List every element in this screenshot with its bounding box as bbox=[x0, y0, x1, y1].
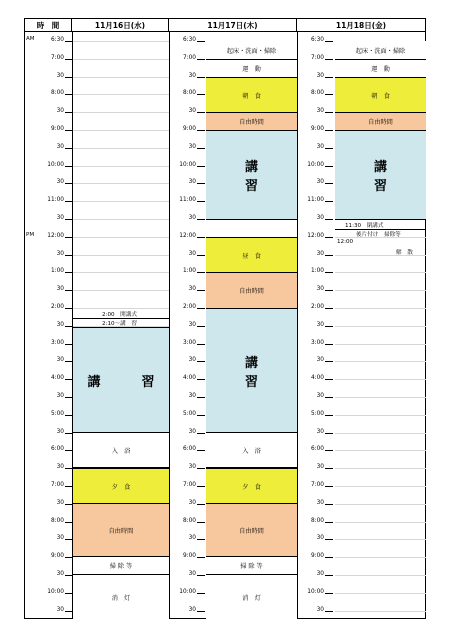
time-label: 10:00 bbox=[47, 162, 64, 168]
time-tick bbox=[325, 237, 333, 238]
row-gridline bbox=[73, 112, 169, 113]
time-tick bbox=[197, 397, 205, 398]
time-tick bbox=[65, 344, 72, 345]
row-gridline bbox=[73, 308, 169, 309]
cleaning-block-16 bbox=[73, 557, 169, 575]
time-label: 30 bbox=[56, 73, 64, 79]
time-label: 4:00 bbox=[50, 375, 64, 381]
row-gridline bbox=[335, 468, 426, 469]
lecture-label: 講 習 bbox=[244, 355, 300, 390]
time-tick bbox=[197, 77, 205, 78]
time-tick bbox=[197, 522, 205, 523]
time-tick bbox=[325, 308, 333, 309]
time-label: 4:00 bbox=[310, 375, 324, 381]
time-label: 30 bbox=[56, 108, 64, 114]
time-tick bbox=[65, 94, 72, 95]
row-gridline bbox=[335, 593, 426, 594]
free-time-morning-17 bbox=[206, 113, 297, 131]
time-label: 30 bbox=[316, 464, 324, 470]
time-tick bbox=[197, 308, 205, 309]
time-tick bbox=[197, 112, 205, 113]
row-gridline bbox=[73, 77, 169, 78]
time-label: 8:00 bbox=[50, 90, 64, 96]
row-gridline bbox=[335, 290, 426, 291]
time-tick bbox=[325, 539, 333, 540]
time-tick bbox=[197, 41, 205, 42]
time-tick bbox=[197, 611, 205, 612]
pm-label: PM bbox=[26, 232, 35, 238]
time-tick bbox=[65, 326, 72, 327]
time-tick bbox=[65, 201, 72, 202]
time-label: 11:00 bbox=[179, 197, 196, 203]
free-time-noon-17 bbox=[206, 273, 297, 309]
time-label: 30 bbox=[188, 144, 196, 150]
lecture-pm-block-17 bbox=[206, 309, 300, 433]
breakfast-block-18 bbox=[335, 77, 426, 113]
dismissal-18: 解 散 bbox=[396, 250, 413, 256]
time-label: 3:00 bbox=[182, 340, 196, 346]
time-label: 30 bbox=[316, 108, 324, 114]
time-tick bbox=[325, 415, 333, 416]
time-label: 5:00 bbox=[182, 411, 196, 417]
time-label: 30 bbox=[56, 429, 64, 435]
lecture-label: 講 習 bbox=[87, 374, 169, 390]
time-label: 30 bbox=[316, 357, 324, 363]
time-label: 30 bbox=[188, 607, 196, 613]
time-label: 7:00 bbox=[310, 55, 324, 61]
time-label: 10:00 bbox=[179, 162, 196, 168]
time-tick bbox=[325, 201, 333, 202]
time-label: 30 bbox=[188, 500, 196, 506]
time-label: 30 bbox=[316, 286, 324, 292]
row-gridline bbox=[335, 539, 426, 540]
time-tick bbox=[325, 41, 333, 42]
time-tick bbox=[65, 255, 72, 256]
time-label: 30 bbox=[56, 607, 64, 613]
time-label: 30 bbox=[56, 393, 64, 399]
time-tick bbox=[65, 308, 72, 309]
time-tick bbox=[197, 326, 205, 327]
time-label: 30 bbox=[188, 357, 196, 363]
row-gridline bbox=[335, 326, 426, 327]
time-tick bbox=[325, 148, 333, 149]
lecture-block-16 bbox=[73, 327, 169, 433]
time-tick bbox=[65, 557, 72, 558]
tidy-up-18: 後片付け 掃除等 bbox=[356, 232, 401, 238]
time-label: 30 bbox=[188, 429, 196, 435]
time-tick bbox=[197, 344, 205, 345]
time-tick bbox=[197, 183, 205, 184]
time-tick bbox=[65, 486, 72, 487]
time-tick bbox=[325, 504, 333, 505]
time-label: 30 bbox=[56, 500, 64, 506]
time-label: 30 bbox=[56, 535, 64, 541]
time-label: 30 bbox=[56, 571, 64, 577]
row-gridline bbox=[73, 94, 169, 95]
time-label: 30 bbox=[56, 286, 64, 292]
time-label: 30 bbox=[316, 251, 324, 257]
row-gridline bbox=[335, 272, 426, 273]
time-tick bbox=[197, 59, 205, 60]
day-header-16 bbox=[72, 18, 169, 32]
time-label: 10:00 bbox=[47, 589, 64, 595]
row-gridline bbox=[73, 255, 169, 256]
lecture-label: 講 習 bbox=[244, 160, 300, 194]
time-tick bbox=[197, 593, 205, 594]
time-tick bbox=[65, 450, 72, 451]
time-label: 30 bbox=[188, 535, 196, 541]
time-tick bbox=[65, 415, 72, 416]
time-tick bbox=[197, 557, 205, 558]
time-tick bbox=[325, 59, 333, 60]
row-gridline bbox=[73, 130, 169, 131]
row-gridline bbox=[335, 504, 426, 505]
time-tick bbox=[65, 112, 72, 113]
time-tick bbox=[197, 575, 205, 576]
time-label: 30 bbox=[316, 144, 324, 150]
day-header-label: 11月17日(木) bbox=[207, 21, 258, 30]
time-tick bbox=[197, 201, 205, 202]
lecture-am-block-17 bbox=[206, 131, 300, 220]
time-label: 30 bbox=[188, 215, 196, 221]
breakfast-label: 朝 食 bbox=[242, 92, 261, 100]
time-label: 30 bbox=[316, 73, 324, 79]
time-tick bbox=[197, 361, 205, 362]
time-tick bbox=[197, 148, 205, 149]
time-label: 30 bbox=[188, 571, 196, 577]
time-tick bbox=[197, 379, 205, 380]
time-tick bbox=[65, 593, 72, 594]
free-time-label: 自由時間 bbox=[108, 527, 134, 535]
time-column-header bbox=[24, 18, 72, 32]
time-tick bbox=[65, 148, 72, 149]
time-label: 7:00 bbox=[50, 55, 64, 61]
time-label: 10:00 bbox=[307, 589, 324, 595]
time-label: 8:00 bbox=[310, 90, 324, 96]
time-label: 7:00 bbox=[182, 482, 196, 488]
time-label: 9:00 bbox=[50, 553, 64, 559]
time-tick bbox=[65, 361, 72, 362]
time-tick bbox=[325, 183, 333, 184]
time-tick bbox=[325, 522, 333, 523]
free-time-morning-18 bbox=[335, 113, 426, 131]
row-gridline bbox=[335, 397, 426, 398]
lights-out-label: 消 灯 bbox=[111, 594, 131, 602]
row-gridline bbox=[335, 344, 426, 345]
time-label: 30 bbox=[56, 215, 64, 221]
time-tick bbox=[197, 130, 205, 131]
time-label: 9:00 bbox=[310, 126, 324, 132]
row-gridline bbox=[73, 272, 169, 273]
time-tick bbox=[197, 415, 205, 416]
time-tick bbox=[65, 379, 72, 380]
row-gridline bbox=[335, 379, 426, 380]
exercise-block-17 bbox=[206, 59, 297, 77]
row-gridline bbox=[73, 59, 169, 60]
day-header-17 bbox=[169, 18, 297, 32]
time-tick bbox=[65, 290, 72, 291]
time-label: 3:00 bbox=[50, 340, 64, 346]
time-tick bbox=[65, 468, 72, 469]
time-label: 2:00 bbox=[310, 304, 324, 310]
time-label: 30 bbox=[188, 251, 196, 257]
row-gridline bbox=[335, 415, 426, 416]
time-label: 8:00 bbox=[310, 518, 324, 524]
row-gridline bbox=[335, 486, 426, 487]
time-label: 30 bbox=[188, 322, 196, 328]
time-tick bbox=[325, 593, 333, 594]
time-tick bbox=[65, 77, 72, 78]
time-tick bbox=[197, 468, 205, 469]
time-tick bbox=[325, 255, 333, 256]
time-tick bbox=[197, 450, 205, 451]
noon-label-18: 12:00 bbox=[337, 239, 354, 245]
time-tick bbox=[65, 433, 72, 434]
time-tick bbox=[65, 237, 72, 238]
wakeup-block-18 bbox=[335, 41, 426, 59]
bath-label: 入 浴 bbox=[111, 447, 131, 455]
breakfast-block-17 bbox=[206, 77, 297, 113]
time-label: 9:00 bbox=[182, 553, 196, 559]
bath-label: 入 浴 bbox=[242, 447, 261, 455]
time-label: 6:30 bbox=[310, 37, 324, 43]
free-time-label: 自由時間 bbox=[239, 119, 264, 126]
time-label: 30 bbox=[316, 571, 324, 577]
time-tick bbox=[325, 219, 333, 220]
time-tick bbox=[325, 433, 333, 434]
lecture-label: 講 習 bbox=[373, 160, 429, 194]
time-label: 10:00 bbox=[307, 162, 324, 168]
lights-out-label: 消 灯 bbox=[242, 594, 261, 602]
cleaning-label: 掃 除 等 bbox=[109, 563, 133, 570]
time-tick bbox=[325, 166, 333, 167]
time-label: 12:00 bbox=[179, 233, 196, 239]
row-gridline bbox=[335, 557, 426, 558]
time-tick bbox=[325, 326, 333, 327]
time-tick bbox=[325, 94, 333, 95]
lecture-block-18 bbox=[335, 131, 429, 220]
lights-out-block-17 bbox=[206, 575, 297, 619]
time-tick bbox=[325, 575, 333, 576]
time-label: 9:00 bbox=[50, 126, 64, 132]
day-header-label: 11月18日(金) bbox=[335, 21, 387, 30]
time-tick bbox=[65, 522, 72, 523]
time-tick bbox=[65, 539, 72, 540]
row-gridline bbox=[335, 575, 426, 576]
time-label: 30 bbox=[188, 393, 196, 399]
exercise-label: 運 動 bbox=[242, 66, 261, 73]
time-header-label: 時 間 bbox=[36, 21, 60, 30]
time-tick bbox=[197, 290, 205, 291]
free-time-block-16 bbox=[73, 504, 169, 557]
time-label: 30 bbox=[188, 108, 196, 114]
time-tick bbox=[65, 41, 72, 42]
row-gridline bbox=[73, 166, 169, 167]
time-tick bbox=[65, 575, 72, 576]
lunch-label: 昼 食 bbox=[242, 252, 261, 260]
row-gridline bbox=[73, 290, 169, 291]
free-time-label: 自由時間 bbox=[368, 119, 393, 126]
row-gridline bbox=[335, 450, 426, 451]
time-label: 30 bbox=[316, 215, 324, 221]
time-label: 30 bbox=[188, 464, 196, 470]
time-tick bbox=[65, 183, 72, 184]
time-label: 7:00 bbox=[182, 55, 196, 61]
time-label: 12:00 bbox=[307, 233, 324, 239]
time-label: 30 bbox=[188, 179, 196, 185]
time-label: 9:00 bbox=[182, 126, 196, 132]
time-label: 2:00 bbox=[182, 304, 196, 310]
time-tick bbox=[325, 486, 333, 487]
time-label: 30 bbox=[56, 179, 64, 185]
time-label: 30 bbox=[56, 357, 64, 363]
time-tick bbox=[325, 290, 333, 291]
dinner-label: 夕 食 bbox=[242, 483, 261, 491]
bath-block-16 bbox=[73, 433, 169, 468]
row-gridline bbox=[335, 308, 426, 309]
time-tick bbox=[65, 59, 72, 60]
row-gridline bbox=[73, 183, 169, 184]
time-tick bbox=[197, 237, 205, 238]
time-label: 8:00 bbox=[182, 518, 196, 524]
time-tick bbox=[65, 504, 72, 505]
time-tick bbox=[325, 344, 333, 345]
time-tick bbox=[65, 166, 72, 167]
time-label: 2:00 bbox=[50, 304, 64, 310]
time-tick bbox=[65, 611, 72, 612]
time-label: 30 bbox=[316, 322, 324, 328]
row-gridline bbox=[335, 611, 426, 612]
time-label: 30 bbox=[316, 535, 324, 541]
wakeup-label: 起床・洗面・掃除 bbox=[226, 47, 277, 55]
time-tick bbox=[197, 504, 205, 505]
cleaning-block-17 bbox=[206, 557, 297, 575]
time-tick bbox=[197, 255, 205, 256]
time-tick bbox=[197, 219, 205, 220]
lecture-start-16: 2:10～講 習 bbox=[102, 321, 137, 327]
time-tick bbox=[65, 272, 72, 273]
free-time-label: 自由時間 bbox=[239, 288, 264, 295]
time-tick bbox=[325, 130, 333, 131]
time-label: 30 bbox=[56, 322, 64, 328]
time-label: 11:00 bbox=[307, 197, 324, 203]
time-label: 12:00 bbox=[47, 233, 64, 239]
time-tick bbox=[197, 539, 205, 540]
time-label: 9:00 bbox=[310, 553, 324, 559]
time-label: 30 bbox=[316, 393, 324, 399]
time-label: 6:00 bbox=[50, 446, 64, 452]
time-label: 8:00 bbox=[50, 518, 64, 524]
free-time-evening-17 bbox=[206, 504, 297, 557]
time-label: 6:00 bbox=[310, 446, 324, 452]
time-tick bbox=[325, 379, 333, 380]
time-label: 6:00 bbox=[182, 446, 196, 452]
time-tick bbox=[325, 272, 333, 273]
row-gridline bbox=[73, 148, 169, 149]
dinner-block-17 bbox=[206, 468, 297, 504]
lights-out-block-16 bbox=[73, 575, 169, 619]
time-tick bbox=[65, 219, 72, 220]
time-label: 30 bbox=[316, 500, 324, 506]
bath-block-17 bbox=[206, 433, 297, 468]
time-label: 5:00 bbox=[310, 411, 324, 417]
time-tick bbox=[197, 433, 205, 434]
time-tick bbox=[325, 397, 333, 398]
time-tick bbox=[325, 112, 333, 113]
time-label: 11:00 bbox=[47, 197, 64, 203]
time-label: 6:30 bbox=[50, 37, 64, 43]
time-label: 30 bbox=[56, 251, 64, 257]
time-tick bbox=[325, 611, 333, 612]
row-gridline bbox=[335, 361, 426, 362]
row-gridline bbox=[73, 201, 169, 202]
time-label: 30 bbox=[316, 179, 324, 185]
time-label: 30 bbox=[56, 464, 64, 470]
time-label: 30 bbox=[316, 429, 324, 435]
row-gridline bbox=[335, 433, 426, 434]
exercise-label: 運 動 bbox=[371, 66, 390, 73]
time-label: 30 bbox=[56, 144, 64, 150]
time-label: 4:00 bbox=[182, 375, 196, 381]
time-label: 30 bbox=[316, 607, 324, 613]
am-label: AM bbox=[26, 36, 35, 42]
wakeup-label: 起床・洗面・掃除 bbox=[355, 47, 406, 55]
dinner-block-16 bbox=[73, 468, 169, 504]
time-tick bbox=[325, 361, 333, 362]
lunch-block-17 bbox=[206, 237, 297, 273]
time-label: 8:00 bbox=[182, 90, 196, 96]
day-header-18 bbox=[297, 18, 426, 32]
time-label: 30 bbox=[188, 73, 196, 79]
time-tick bbox=[325, 77, 333, 78]
time-tick bbox=[197, 166, 205, 167]
free-time-label: 自由時間 bbox=[239, 527, 264, 535]
time-label: 30 bbox=[188, 286, 196, 292]
time-label: 5:00 bbox=[50, 411, 64, 417]
time-label: 3:00 bbox=[310, 340, 324, 346]
time-label: 7:00 bbox=[310, 482, 324, 488]
time-label: 10:00 bbox=[179, 589, 196, 595]
time-label: 1:00 bbox=[182, 268, 196, 274]
time-tick bbox=[325, 468, 333, 469]
time-tick bbox=[65, 397, 72, 398]
time-tick bbox=[325, 557, 333, 558]
time-tick bbox=[65, 130, 72, 131]
breakfast-label: 朝 食 bbox=[371, 92, 390, 100]
row-gridline bbox=[73, 41, 169, 42]
wakeup-block-17 bbox=[206, 41, 297, 59]
time-label: 6:30 bbox=[182, 37, 196, 43]
row-gridline bbox=[73, 237, 169, 238]
row-gridline bbox=[73, 219, 169, 220]
time-tick bbox=[197, 94, 205, 95]
opening-ceremony-16: 2:00 開講式 bbox=[102, 312, 137, 318]
time-label: 1:00 bbox=[50, 268, 64, 274]
time-label: 7:00 bbox=[50, 482, 64, 488]
time-tick bbox=[197, 486, 205, 487]
day-header-label: 11月16日(水) bbox=[94, 21, 146, 30]
time-tick bbox=[325, 450, 333, 451]
exercise-block-18 bbox=[335, 59, 426, 77]
time-tick bbox=[197, 272, 205, 273]
closing-ceremony-18: 11:30 閉講式 bbox=[345, 223, 384, 229]
time-label: 1:00 bbox=[310, 268, 324, 274]
dinner-label: 夕 食 bbox=[111, 483, 131, 491]
cleaning-label: 掃 除 等 bbox=[240, 563, 263, 570]
row-gridline bbox=[335, 522, 426, 523]
